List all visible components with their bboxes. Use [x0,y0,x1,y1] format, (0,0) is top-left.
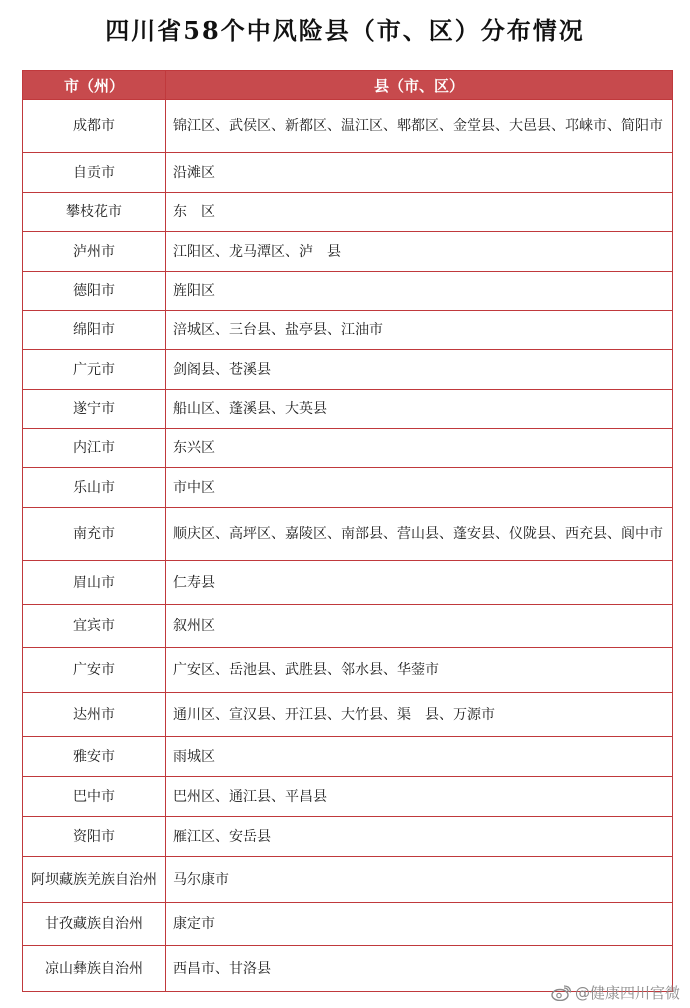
district-cell: 涪城区、三台县、盐亭县、江油市 [166,311,673,350]
city-cell: 内江市 [23,429,166,468]
district-cell: 东 区 [166,193,673,232]
district-cell: 东兴区 [166,429,673,468]
district-cell: 广安区、岳池县、武胜县、邻水县、华蓥市 [166,648,673,693]
district-cell: 顺庆区、高坪区、嘉陵区、南部县、营山县、蓬安县、仪陇县、西充县、阆中市 [166,508,673,561]
table-row [23,193,673,232]
district-cell: 市中区 [166,468,673,508]
city-cell: 泸州市 [23,232,166,272]
city-cell: 乐山市 [23,468,166,508]
city-cell: 宜宾市 [23,605,166,648]
city-cell: 眉山市 [23,561,166,605]
district-cell: 沿滩区 [166,153,673,193]
table-row [23,648,673,693]
table-row [23,605,673,648]
district-cell: 巴州区、通江县、平昌县 [166,777,673,817]
column-header-district: 县（市、区） [166,71,673,100]
table-header-row [23,71,673,100]
table-row [23,817,673,857]
district-cell: 船山区、蓬溪县、大英县 [166,390,673,429]
city-cell: 攀枝花市 [23,193,166,232]
city-cell: 雅安市 [23,737,166,777]
district-cell: 旌阳区 [166,272,673,311]
district-cell: 通川区、宣汉县、开江县、大竹县、渠 县、万源市 [166,693,673,737]
table-row [23,390,673,429]
district-cell: 剑阁县、苍溪县 [166,350,673,390]
city-cell: 阿坝藏族羌族自治州 [23,857,166,903]
city-cell: 绵阳市 [23,311,166,350]
page-title: 四川省58个中风险县（市、区）分布情况 [105,16,585,45]
city-cell: 资阳市 [23,817,166,857]
district-cell: 康定市 [166,903,673,946]
weibo-icon [551,985,571,1001]
table-row [23,153,673,193]
district-cell: 雁江区、安岳县 [166,817,673,857]
district-cell: 仁寿县 [166,561,673,605]
city-cell: 广安市 [23,648,166,693]
district-cell: 锦江区、武侯区、新都区、温江区、郫都区、金堂县、大邑县、邛崃市、简阳市 [166,100,673,153]
district-cell: 雨城区 [166,737,673,777]
city-cell: 凉山彝族自治州 [23,946,166,992]
table-row [23,311,673,350]
district-cell: 马尔康市 [166,857,673,903]
table-row [23,429,673,468]
city-cell: 成都市 [23,100,166,153]
table-row [23,468,673,508]
city-cell: 广元市 [23,350,166,390]
city-cell: 遂宁市 [23,390,166,429]
city-cell: 自贡市 [23,153,166,193]
watermark-text: @健康四川官微 [574,984,680,1002]
district-cell: 西昌市、甘洛县 [166,946,673,992]
watermark [551,982,680,1004]
district-cell: 江阳区、龙马潭区、泸 县 [166,232,673,272]
district-cell: 叙州区 [166,605,673,648]
table-row [23,693,673,737]
column-header-city: 市（州） [23,71,166,100]
table-row [23,737,673,777]
table-row [23,100,673,153]
risk-county-table [22,70,673,992]
table-row [23,350,673,390]
city-cell: 甘孜藏族自治州 [23,903,166,946]
city-cell: 达州市 [23,693,166,737]
table-row [23,232,673,272]
city-cell: 德阳市 [23,272,166,311]
table-row [23,903,673,946]
city-cell: 巴中市 [23,777,166,817]
table-row [23,508,673,561]
city-cell: 南充市 [23,508,166,561]
table-row [23,857,673,903]
table-row [23,561,673,605]
table-row [23,272,673,311]
table-row [23,777,673,817]
